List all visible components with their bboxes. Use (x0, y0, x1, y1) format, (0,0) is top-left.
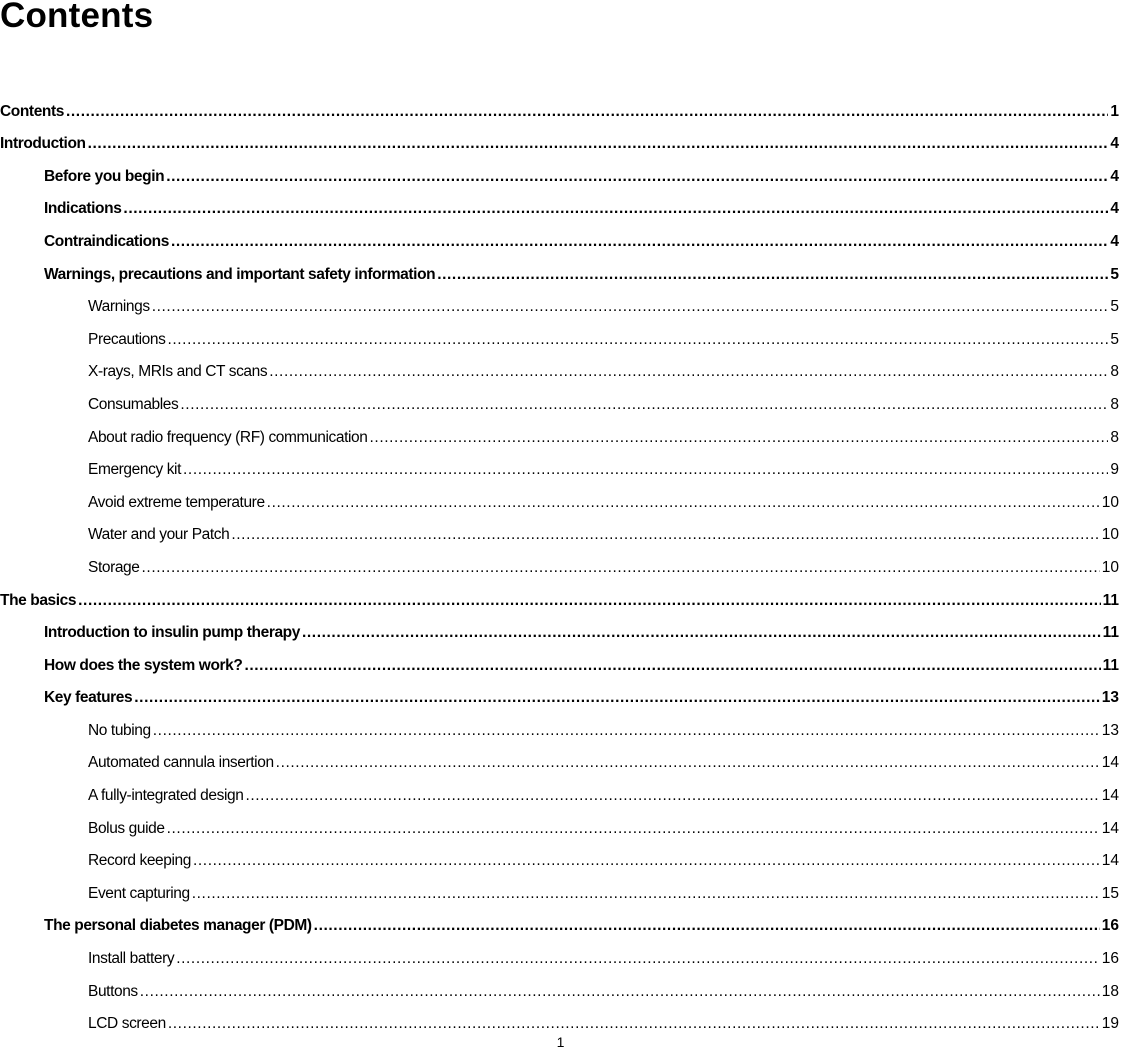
dot-leader (276, 753, 1100, 773)
toc-entry-title: Before you begin (44, 167, 165, 185)
toc-entry[interactable] (0, 578, 1121, 611)
toc-entry-page: 11 (1102, 591, 1119, 609)
dot-leader (88, 134, 1109, 154)
toc-entry-page: 10 (1101, 493, 1119, 511)
dot-leader (176, 949, 1100, 969)
toc-entry[interactable] (0, 382, 1121, 415)
toc-entry-title: LCD screen (88, 1015, 166, 1033)
toc-entry-page: 14 (1101, 754, 1119, 772)
dot-leader (167, 330, 1108, 350)
toc-entry-title: No tubing (88, 721, 151, 739)
toc-entry-page: 8 (1110, 395, 1119, 413)
toc-entry-title: Storage (88, 558, 140, 576)
dot-leader (302, 623, 1101, 643)
toc-entry-title: A fully-integrated design (88, 787, 244, 805)
toc-entry-title: Event capturing (88, 884, 190, 902)
toc-entry[interactable] (0, 1002, 1121, 1035)
dot-leader (166, 167, 1108, 187)
toc-entry-title: Introduction (0, 135, 86, 153)
toc-entry-page: 14 (1101, 852, 1119, 870)
dot-leader (171, 232, 1108, 252)
toc-entry[interactable] (0, 676, 1121, 709)
table-of-contents (0, 89, 1121, 1034)
toc-entry[interactable] (0, 871, 1121, 904)
toc-entry-title: The basics (0, 591, 77, 609)
toc-entry-page: 4 (1110, 200, 1119, 218)
toc-entry-title: Warnings (88, 298, 150, 316)
dot-leader (370, 428, 1109, 448)
toc-entry-title: Warnings, precautions and important safety information (44, 265, 436, 283)
toc-entry[interactable] (0, 89, 1121, 122)
toc-entry[interactable] (0, 480, 1121, 513)
toc-entry-page: 13 (1101, 689, 1119, 707)
toc-entry-page: 13 (1101, 721, 1119, 739)
dot-leader (231, 525, 1099, 545)
toc-entry[interactable] (0, 545, 1121, 578)
toc-entry[interactable] (0, 219, 1121, 252)
toc-entry-page: 1 (1110, 102, 1119, 120)
toc-entry-page: 14 (1101, 819, 1119, 837)
page-title: Contents (0, 0, 154, 35)
toc-entry[interactable] (0, 285, 1121, 318)
toc-entry[interactable] (0, 741, 1121, 774)
toc-entry-page: 10 (1101, 526, 1119, 544)
toc-entry-page: 5 (1110, 330, 1119, 348)
toc-entry-page: 5 (1110, 265, 1119, 283)
toc-entry-title: Buttons (88, 982, 138, 1000)
dot-leader (180, 395, 1108, 415)
toc-entry[interactable] (0, 317, 1121, 350)
toc-entry-title: Avoid extreme temperature (88, 493, 265, 511)
toc-entry[interactable] (0, 154, 1121, 187)
toc-entry-page: 14 (1101, 787, 1119, 805)
toc-entry[interactable] (0, 350, 1121, 383)
toc-entry[interactable] (0, 415, 1121, 448)
dot-leader (244, 656, 1100, 676)
toc-entry-page: 4 (1110, 232, 1119, 250)
toc-entry-page: 11 (1102, 656, 1119, 674)
toc-entry[interactable] (0, 187, 1121, 220)
toc-entry[interactable] (0, 643, 1121, 676)
dot-leader (267, 493, 1100, 513)
toc-entry[interactable] (0, 839, 1121, 872)
dot-leader (168, 1014, 1100, 1034)
dot-leader (153, 721, 1100, 741)
dot-leader (123, 199, 1108, 219)
dot-leader (183, 460, 1108, 480)
toc-entry-title: Record keeping (88, 852, 191, 870)
dot-leader (437, 265, 1108, 285)
toc-entry-title: Install battery (88, 950, 175, 968)
toc-entry-page: 16 (1101, 950, 1119, 968)
toc-entry-title: About radio frequency (RF) communication (88, 428, 368, 446)
toc-entry-page: 8 (1110, 363, 1119, 381)
toc-entry[interactable] (0, 252, 1121, 285)
page-number: 1 (556, 1034, 565, 1050)
toc-entry-title: The personal diabetes manager (PDM) (44, 917, 312, 935)
toc-entry-title: How does the system work? (44, 656, 243, 674)
toc-entry-title: Emergency kit (88, 461, 181, 479)
toc-entry-title: Contraindications (44, 232, 169, 250)
toc-entry[interactable] (0, 773, 1121, 806)
toc-entry[interactable] (0, 904, 1121, 937)
toc-entry-title: Key features (44, 689, 133, 707)
dot-leader (142, 558, 1100, 578)
toc-entry-title: Automated cannula insertion (88, 754, 274, 772)
toc-entry-page: 19 (1101, 1015, 1119, 1033)
toc-entry-page: 15 (1101, 884, 1119, 902)
toc-entry-title: Contents (0, 102, 64, 120)
toc-entry[interactable] (0, 806, 1121, 839)
toc-entry-page: 18 (1101, 982, 1119, 1000)
dot-leader (78, 591, 1100, 611)
dot-leader (192, 884, 1100, 904)
toc-entry-page: 5 (1110, 298, 1119, 316)
toc-entry-page: 4 (1110, 135, 1119, 153)
toc-entry-title: Indications (44, 200, 122, 218)
dot-leader (134, 688, 1100, 708)
toc-entry-title: Introduction to insulin pump therapy (44, 624, 300, 642)
dot-leader (66, 102, 1108, 122)
toc-entry-page: 16 (1101, 917, 1119, 935)
toc-entry[interactable] (0, 936, 1121, 969)
toc-entry[interactable] (0, 448, 1121, 481)
toc-entry-page: 11 (1102, 624, 1119, 642)
toc-entry[interactable] (0, 513, 1121, 546)
toc-entry-page: 9 (1110, 461, 1119, 479)
dot-leader (140, 982, 1100, 1002)
toc-entry[interactable] (0, 969, 1121, 1002)
toc-entry-page: 10 (1101, 558, 1119, 576)
dot-leader (269, 362, 1108, 382)
toc-entry[interactable] (0, 122, 1121, 155)
toc-entry-title: Bolus guide (88, 819, 165, 837)
toc-entry-page: 4 (1110, 167, 1119, 185)
toc-entry-page: 8 (1110, 428, 1119, 446)
toc-entry[interactable] (0, 611, 1121, 644)
dot-leader (314, 916, 1100, 936)
toc-entry-title: X-rays, MRIs and CT scans (88, 363, 268, 381)
dot-leader (152, 297, 1109, 317)
toc-entry-title: Consumables (88, 395, 179, 413)
dot-leader (245, 786, 1099, 806)
toc-entry[interactable] (0, 708, 1121, 741)
dot-leader (193, 851, 1100, 871)
toc-entry-title: Precautions (88, 330, 166, 348)
toc-entry-title: Water and your Patch (88, 526, 230, 544)
dot-leader (167, 819, 1100, 839)
